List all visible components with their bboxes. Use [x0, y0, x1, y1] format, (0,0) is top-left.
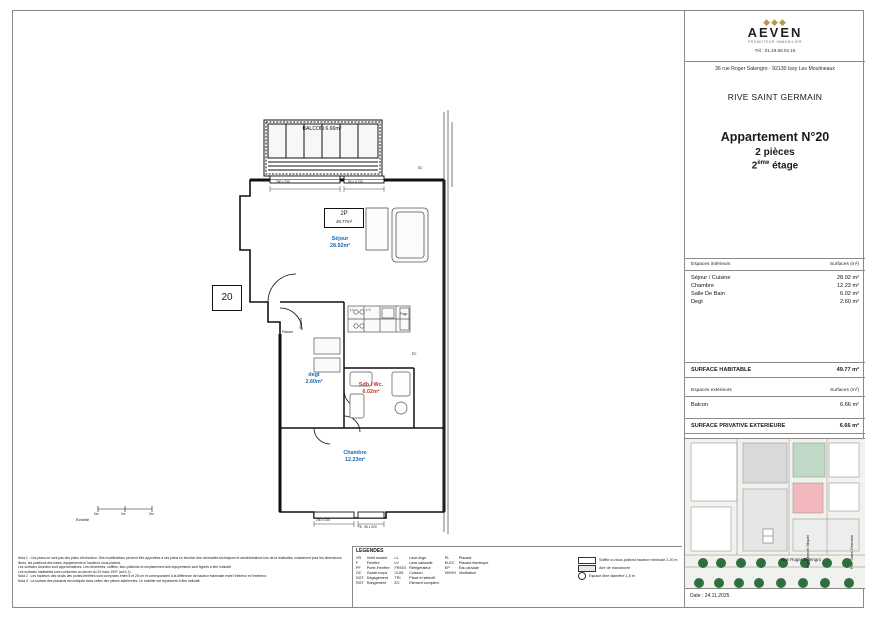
surface-habitable-label: SURFACE HABITABLE [691, 367, 752, 373]
legend-keys: LL LV FRIGO CUIS TRI EC [394, 556, 407, 586]
espace-libre-circle-icon [578, 572, 586, 580]
room-label-sdb-wc: Sdb / Wc. 6.02m² [358, 382, 384, 395]
logo-name: AEVEN [747, 25, 803, 40]
notes-block [18, 556, 344, 584]
logo-mark-icon: ◆◆◆ [763, 17, 787, 27]
soffite-swatch-icon [578, 557, 596, 564]
note-1c: Les surfaces habitables sont conformes au decret du 23 mars 1997 (art.4.1). [18, 569, 132, 574]
map-street-label: Rue Roger Salengro [781, 557, 822, 562]
interior-header-right: Surfaces (m²) [829, 262, 859, 267]
map-side-label-a: Rue Marcel Miquel [805, 535, 810, 569]
situation-map-svg [685, 439, 865, 589]
surface-habitable-row [685, 362, 865, 378]
legend-aire-manoeuvre: Aire de manoeuvre [578, 564, 677, 572]
dim-ec: EC [412, 352, 417, 356]
aire-manoeuvre-swatch-icon [578, 565, 596, 572]
dim-ll: L L [350, 308, 355, 312]
scale-tick-1: 1m [121, 512, 126, 516]
company-address: 36 rue Roger Salengro - 92130 Issy Les Moulineaux [715, 66, 835, 72]
apartment-type-tag: 2P 49.77m² [324, 208, 364, 228]
floor-plan-drawing [14, 12, 682, 546]
legend-values: Volet roulant Fenêtre Porte-Fenêtre Garde-corps Dégagement Rangement [366, 556, 390, 586]
legend-column [356, 556, 390, 587]
table-row: Séjour / Cuisine 28.92 m² [691, 275, 859, 281]
room-label-sejour: Séjour 28.92m² [329, 236, 351, 249]
surface-privative-row [685, 418, 865, 434]
info-panel [684, 10, 864, 608]
dim-sc-label: SC [418, 166, 423, 170]
dim-placard: Placard [299, 318, 303, 329]
interior-table-header [685, 259, 865, 271]
dim-lv: L V [366, 308, 371, 312]
room-label-degt: degt 2.60m² [305, 372, 323, 385]
scale-tick-2: 2m [149, 512, 154, 516]
table-row: Chambre 12.23 m² [691, 283, 859, 289]
floor-plan-svg [14, 12, 682, 546]
logo-subtitle: PROMOTEUR IMMOBILIER [748, 40, 802, 44]
legend-keys: PL ELEC EP VB/VH [444, 556, 456, 576]
dim-sejour-window-left: 250 x 220 [276, 180, 291, 184]
table-row: Salle De Bain 6.02 m² [691, 291, 859, 297]
legend-columns [356, 556, 488, 587]
room-label-balcon: BALCON 6.66m² [302, 126, 342, 132]
situation-map [685, 438, 865, 589]
surface-privative-value: 6.66 m² [839, 423, 859, 429]
note-1: Nota 1 : Ces plans ne sont pas des plans d'exécution. Des modifications peuvent être apportées à ces plans en fonction des nécessités techniques et administratives lors de la réalisation notamment pour les dimensions libres, les positions des baies, équipements et hauteurs sous-plafond. [18, 556, 342, 565]
apartment-rooms-line: 2 pièces [755, 147, 795, 158]
scale-tick-0: 0m [94, 512, 99, 516]
legend-title: LEGENDES [356, 548, 384, 554]
note-3: Nota 3 : La surface des placards est indiquée dans celles des pièces adhérentes. Le mobilier est représenté à titre indicatif. [18, 578, 201, 583]
program-name: RIVE SAINT GERMAIN [727, 92, 823, 102]
logo [685, 18, 865, 53]
interior-header-left: Espaces intérieurs [691, 262, 731, 267]
logo-phone: Tél : 01.49.98.02.18 [754, 48, 796, 53]
table-row: Balcon 6.66 m² [691, 402, 859, 408]
exterior-table-header: Espaces extérieurs Surfaces (m²) [685, 385, 865, 397]
map-side-label-b: Rue Saint Germain [849, 535, 854, 570]
legend-column [445, 556, 489, 587]
legend-keys: VR F PF GC DGT RGT [356, 556, 364, 586]
legend-values: Placard Placard électrique Eau pluviale Ventilation [458, 556, 489, 576]
scale-label: Echelle [76, 517, 90, 522]
dim-frigo: Frigo [400, 312, 408, 316]
table-row: Degt 2.60 m² [691, 299, 859, 305]
apartment-title [685, 130, 865, 171]
plan-date: Date : 24.11.2025 [685, 588, 865, 608]
legend-espace-libre: Espace libre diamètre 1,5 m [578, 572, 677, 580]
legend-extra [578, 556, 677, 580]
logo-block [685, 10, 865, 62]
dim-chambre-bottom-2: 75 - 90 x 220 [358, 525, 377, 529]
legend-block [352, 546, 682, 608]
dim-placard-2: Placard [282, 330, 293, 334]
dim-sejour-window-right: 65 x 5 220 [348, 180, 363, 184]
room-label-chambre: Chambre 12.23m² [343, 450, 367, 463]
note-2: Nota 2 : Les hauteurs des seuils des portes-fenêtres sont comprises entre 5 et 25 cm et correspondent à la différence de hauteur maximale entre l'intérieur et l'exterieur. [18, 574, 267, 579]
apartment-number-badge: 20 [212, 285, 242, 311]
apartment-number-line: Appartement N°20 [720, 130, 830, 144]
surface-habitable-value: 49.77 m² [836, 367, 859, 373]
exterior-surfaces-table [685, 385, 865, 413]
legend-column [395, 556, 440, 587]
dim-chambre-bottom: 230 x 220 [316, 518, 331, 522]
legend-soffite: Soffite ou faux-plafond hauteur minimale 2.20 m [578, 556, 677, 564]
interior-surfaces-table [685, 258, 865, 310]
surface-privative-label: SURFACE PRIVATIVE EXTERIEURE [691, 423, 786, 429]
apartment-floor-line: 2ème étage [751, 160, 799, 172]
legend-values: Lave-linge Lave-vaisselle Réfrigérateur Cuisson Place tri sélectif Elément complem. [409, 556, 440, 586]
note-1b: Les surfaces données sont approximatives. Les retombées, soffites, faux-plafonds et emplacement des équipements sont figurés à titre indicatif. [18, 565, 232, 570]
